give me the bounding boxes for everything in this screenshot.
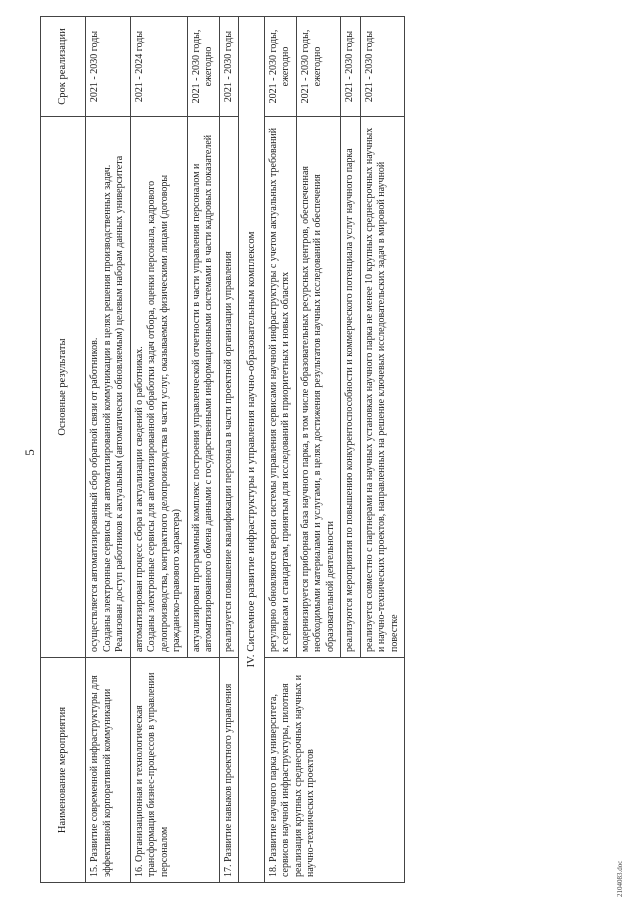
footer-file-code: 2104083.doc bbox=[616, 860, 624, 897]
table-header-row bbox=[41, 17, 86, 883]
row18-name: 18. Развитие научного парка университета, сервисов научной инфраструктуры, пилотная реализация крупных среднесрочных научных и научно-технических проектов bbox=[264, 658, 405, 883]
row17-results: реализуется повышение квалификации персонала в части проектной организации управления bbox=[219, 117, 239, 658]
table-row bbox=[219, 17, 239, 883]
row17-name: 17. Развитие навыков проектного управления bbox=[219, 658, 239, 883]
row15-result-line: Созданы электронные сервисы для автоматизированной коммуникации в целях решения производственных задач. bbox=[101, 164, 113, 652]
row18-term-1: 2021 - 2030 годы, ежегодно bbox=[264, 17, 296, 117]
row15-result-line: Реализован доступ работников к актуальным (автоматически обновляемым) целевым наборам данных университета bbox=[114, 155, 125, 652]
row18-result-1: регулярно обновляются версии системы управления сервисами научной инфраструктуры с учетом актуальных требований к сервисам и стандартам, принятым для исследований в приоритетных и новых областях bbox=[264, 117, 296, 658]
header-measure-name: Наименование мероприятия bbox=[41, 658, 86, 883]
page-number: 5 bbox=[22, 449, 37, 456]
header-term: Срок реализации bbox=[41, 17, 86, 117]
table-row bbox=[264, 17, 296, 883]
section-row bbox=[239, 17, 265, 883]
row15-result-line: осуществляется автоматизированный сбор обратной связи от работников. bbox=[89, 337, 100, 652]
row18-result-2: модернизируется приборная база научного парка, в том числе образовательных ресурсных центров, обеспеченная необходимыми материалами и услугами, в целях достижения результатов научных исследований и обеспечения образовательной деятельности bbox=[296, 117, 341, 658]
row15-term: 2021 - 2030 годы bbox=[86, 17, 131, 117]
row16-term-a: 2021 - 2024 годы bbox=[130, 17, 187, 117]
measures-table bbox=[40, 16, 405, 883]
row18-term-2: 2021 - 2030 годы, ежегодно bbox=[296, 17, 341, 117]
row15-results bbox=[86, 117, 131, 658]
row16-result-line: автоматизирован процесс сбора и актуализации сведений о работниках. bbox=[133, 346, 145, 652]
table-row bbox=[130, 17, 187, 883]
row16-name: 16. Организационная и технологическая трансформация бизнес-процессов в управлении персоналом bbox=[130, 658, 219, 883]
row16-results-a bbox=[130, 117, 187, 658]
section-iv-title: IV. Системное развитие инфраструктуры и управления научно-образовательным комплексом bbox=[239, 17, 265, 883]
row16-term-b: 2021 - 2030 годы, ежегодно bbox=[187, 17, 219, 117]
table-row bbox=[86, 17, 131, 883]
row18-term-4: 2021 - 2030 годы bbox=[360, 17, 405, 117]
row18-result-3: реализуются мероприятия по повышению конкурентоспособности и коммерческого потенциала услуг научного парка bbox=[341, 117, 361, 658]
row17-term: 2021 - 2030 годы bbox=[219, 17, 239, 117]
row18-result-4: реализуется совместно с партнерами на научных установках научного парка не менее 10 крупных среднесрочных научных и научно-технических проектов, направленных на решение ключевых исследовательских задач в мировой научной повестке bbox=[360, 117, 405, 658]
row18-term-3: 2021 - 2030 годы bbox=[341, 17, 361, 117]
row16-result-line: Созданы электронные сервисы для автоматизированной обработки задач отбора, оценки персонала, кадрового делопроизводства, контрактного делопроизводства в части услуг, оказываемых физическими лицами (договоры гражданско-правового характера) bbox=[146, 174, 182, 652]
row15-name: 15. Развитие современной инфраструктуры для эффективной корпоративной коммуникации bbox=[86, 658, 131, 883]
row16-results-b: актуализирован программный комплекс построения управленческой отчетности в части управления персоналом и автоматизированного обмена данными с государственными информационными системами в части кадровых показателей bbox=[187, 117, 219, 658]
header-main-results: Основные результаты bbox=[41, 117, 86, 658]
